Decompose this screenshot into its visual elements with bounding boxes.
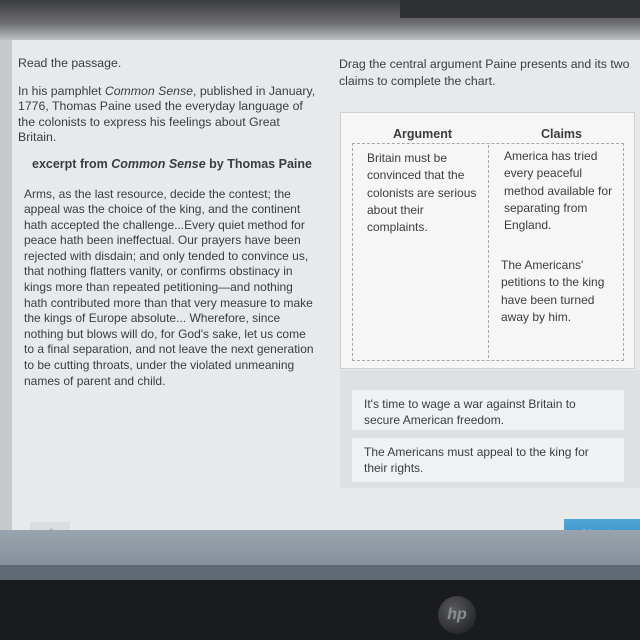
hp-logo: hp [438, 596, 476, 634]
answer-option[interactable]: It's time to wage a war against Britain to secure American freedom. [352, 390, 624, 430]
bottom-bar-lower [0, 565, 640, 580]
intro-text-1: In his pamphlet [18, 83, 105, 98]
argument-slot[interactable]: Britain must be convinced that the colonists are serious about their complaints. [367, 151, 477, 235]
intro-text-2: , published in January, 1776, Thomas Paine used the everyday language of the colonists to express his feelings about Great Britain. [18, 83, 316, 144]
passage-panel [18, 56, 318, 389]
bottom-bar [0, 530, 640, 580]
excerpt-title-2: Common Sense [111, 156, 206, 171]
column-divider [488, 145, 489, 358]
task-instruction: Drag the central argument Paine presents and its two claims to complete the chart. [339, 57, 630, 88]
claim-slot-1[interactable]: America has tried every peaceful method available for separating from England. [504, 149, 613, 233]
answer-bank [340, 370, 640, 488]
answer-option[interactable]: The Americans must appeal to the king for their rights. [352, 438, 624, 482]
activity-content [12, 40, 640, 530]
excerpt-title-1: excerpt from [32, 156, 112, 171]
toolbar-edge [400, 0, 640, 18]
excerpt-title-3: by Thomas Paine [205, 156, 312, 171]
argument-header: Argument [393, 127, 453, 141]
claim-slot-2[interactable]: The Americans' petitions to the king have been turned away by him. [501, 258, 605, 324]
top-toolbar [0, 0, 640, 40]
passage-intro [18, 84, 318, 146]
excerpt-text: Arms, as the last resource, decide the contest; the appeal was the choice of the king, and the continent hath accepted the challenge...Every quiet method for peace hath been ineffectual. Our prayers have been rejected with disdain; and only tended to convince us, that nothing flatters vanity, or confirms obstinacy in kings more than repeated petitioning—and nothing hath contributed more than that very measure to make the kings of Europe absolute... Wherefore, since nothing but blows will do, for God's sake, let us come to a final separation, and not leave the next generation to be cutting throats, under the violated unmeaning names of parent and child. [24, 186, 314, 388]
left-edge [0, 40, 12, 530]
read-label: Read the passage. [18, 56, 122, 70]
excerpt-title [32, 157, 318, 171]
claims-header: Claims [541, 127, 582, 141]
argument-claims-chart [340, 112, 635, 369]
intro-title: Common Sense [104, 83, 193, 98]
